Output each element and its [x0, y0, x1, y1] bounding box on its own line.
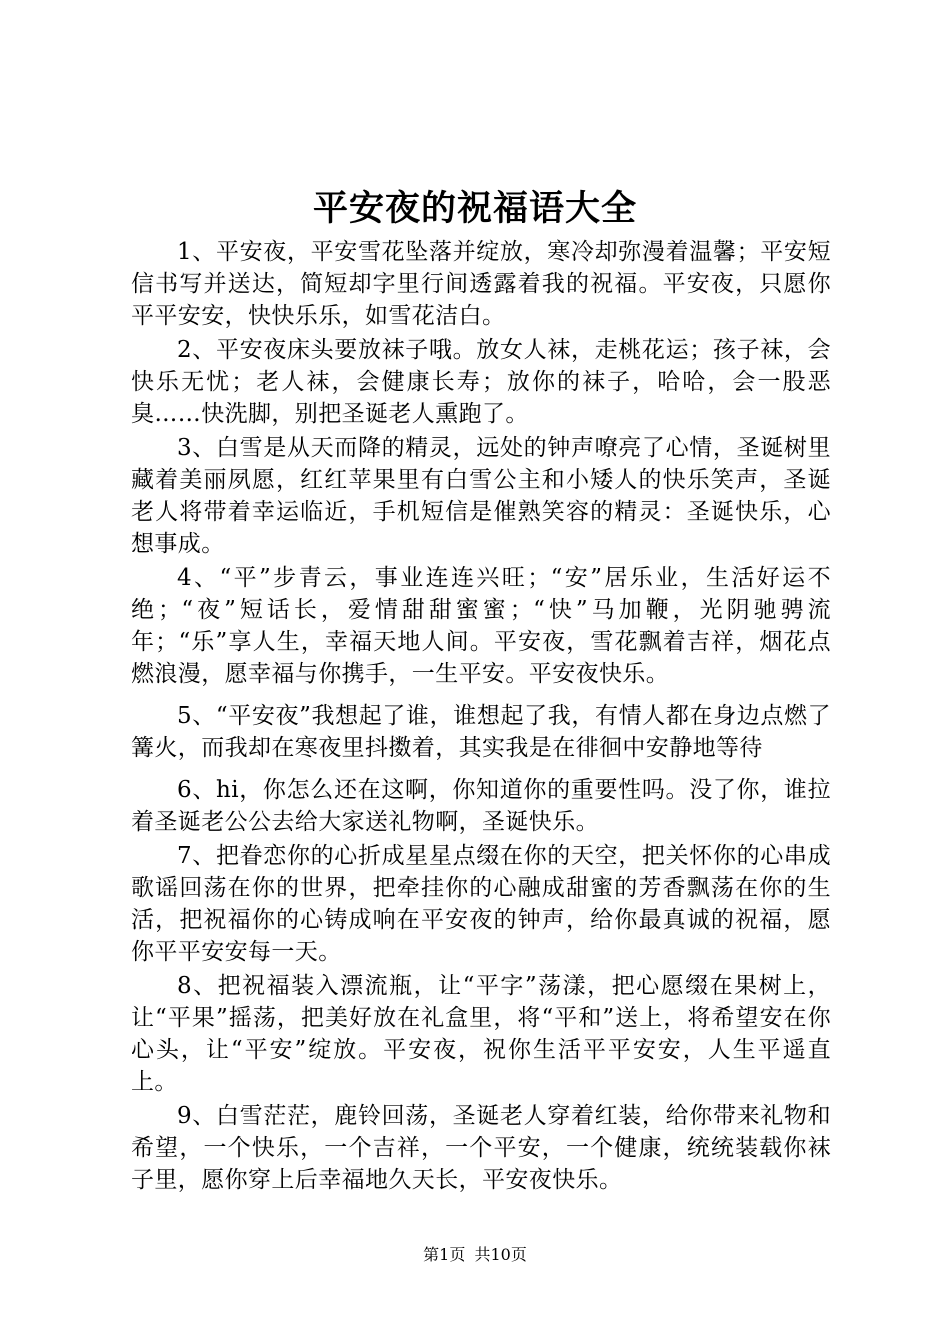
paragraph-6: 6、hi，你怎么还在这啊，你知道你的重要性吗。没了你，谁拉着圣诞老公公去给大家送礼物啊，圣诞快乐。 — [131, 777, 831, 835]
paragraph-8: 8、把祝福装入漂流瓶，让“平字”荡漾，把心愿缀在果树上，让“平果”摇荡，把美好放在礼盒里，将“平和”送上，将希望安在你心头，让“平安”绽放。平安夜，祝你生活平平安安，人生平遥直上。 — [131, 973, 831, 1095]
paragraph-5: 5、“平安夜”我想起了谁，谁想起了我，有情人都在身边点燃了篝火，而我却在寒夜里抖擞着，其实我是在徘徊中安静地等待 — [131, 703, 831, 761]
page-number-current: 第1页 — [423, 1245, 466, 1264]
paragraph-9: 9、白雪茫茫，鹿铃回荡，圣诞老人穿着红装，给你带来礼物和希望，一个快乐，一个吉祥，一个平安，一个健康，统统装载你袜子里，愿你穿上后幸福地久天长，平安夜快乐。 — [131, 1103, 831, 1193]
paragraph-4: 4、“平”步青云，事业连连兴旺；“安”居乐业，生活好运不绝；“夜”短话长，爱情甜甜蜜蜜；“快”马加鞭，光阴驰骋流年；“乐”享人生，幸福天地人间。平安夜，雪花飘着吉祥，烟花点燃浪漫，愿幸福与你携手，一生平安。平安夜快乐。 — [131, 565, 831, 687]
paragraph-1: 1、平安夜，平安雪花坠落并绽放，寒冷却弥漫着温馨；平安短信书写并送达，简短却字里行间透露着我的祝福。平安夜，只愿你平平安安，快快乐乐，如雪花洁白。 — [131, 239, 831, 329]
document-title: 平安夜的祝福语大全 — [312, 188, 637, 229]
page-number-total: 共10页 — [474, 1245, 527, 1264]
paragraph-3: 3、白雪是从天而降的精灵，远处的钟声嘹亮了心情，圣诞树里藏着美丽夙愿，红红苹果里有白雪公主和小矮人的快乐笑声，圣诞老人将带着幸运临近，手机短信是催熟笑容的精灵：圣诞快乐，心想事成。 — [131, 435, 831, 557]
document-body — [131, 236, 831, 1198]
paragraph-7: 7、把眷恋你的心折成星星点缀在你的天空，把关怀你的心串成歌谣回荡在你的世界，把牵挂你的心融成甜蜜的芳香飘荡在你的生活，把祝福你的心铸成响在平安夜的钟声，给你最真诚的祝福，愿你平平安安每一天。 — [131, 843, 831, 965]
paragraph-2: 2、平安夜床头要放袜子哦。放女人袜，走桃花运；孩子袜，会快乐无忧；老人袜，会健康长寿；放你的袜子，哈哈，会一股恶臭……快洗脚，别把圣诞老人熏跑了。 — [131, 337, 831, 427]
page-footer — [0, 1244, 950, 1266]
